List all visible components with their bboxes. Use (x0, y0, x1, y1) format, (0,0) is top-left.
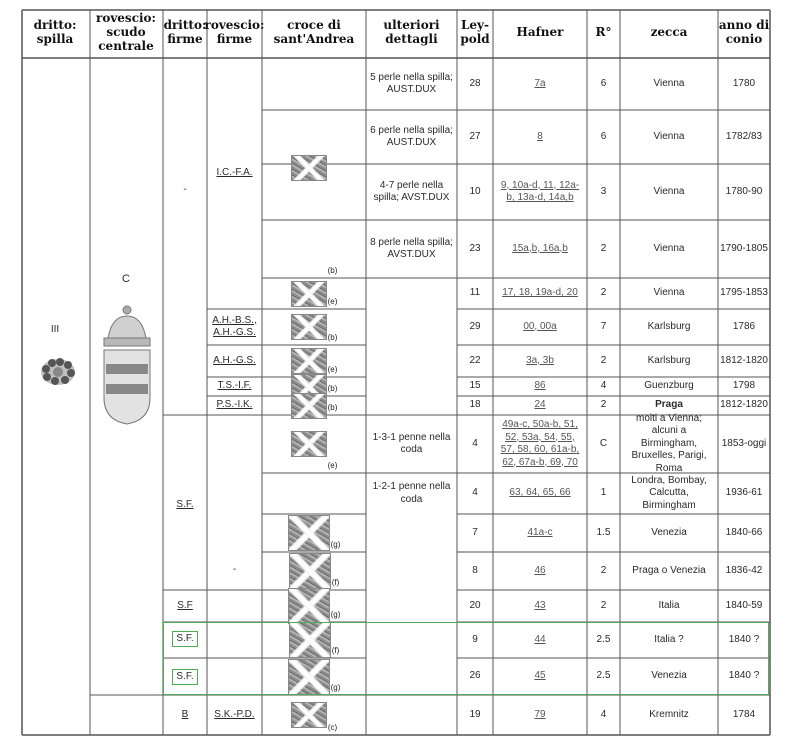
saltire-cross-icon (291, 431, 327, 457)
dritto-firme-sf-2: S.F (177, 599, 193, 611)
row-rarita-text: 2 (600, 354, 607, 366)
row-anno (718, 164, 770, 220)
row-leypold (457, 164, 493, 220)
row-croce (262, 58, 366, 278)
row-leypold (457, 58, 493, 110)
row-zecca (623, 110, 715, 164)
header-rovescio-scudo: rovescio: scudo centrale (96, 11, 156, 53)
row-zecca-text: Vienna (653, 77, 685, 89)
row-hafner[interactable] (497, 377, 583, 396)
row-anno (718, 415, 770, 473)
row-zecca-text: Vienna (653, 242, 685, 254)
row-zecca (623, 590, 715, 622)
row-croce (262, 278, 366, 309)
row-anno-text: 1780-90 (725, 185, 763, 197)
row-leypold (457, 396, 493, 415)
row-rarita (587, 58, 620, 110)
row-zecca-text: Vienna (653, 130, 685, 142)
row-anno (718, 473, 770, 514)
rovescio-firme-part: A.H.-B.S., (212, 314, 257, 326)
row-anno-text: 1782/83 (725, 130, 763, 142)
row-hafner-text[interactable]: 49a-c, 50a-b, 51, 52, 53a, 54, 55, 57, 58, 60, 61a-b, 62, 67a-b, 69, 70 (500, 419, 580, 468)
row-hafner[interactable] (497, 345, 583, 377)
row-leypold-text: 7 (472, 526, 478, 538)
row-leypold (457, 220, 493, 278)
header-dettagli: ulteriori dettagli (383, 17, 440, 46)
row-leypold-text: 19 (469, 708, 481, 720)
row-rarita-text: 1 (600, 487, 607, 499)
row-hafner[interactable] (497, 220, 583, 278)
row-zecca (623, 220, 715, 278)
header-dritto-spilla: dritto: spilla (33, 17, 77, 46)
row-croce (262, 415, 366, 473)
row-dettagli-text: 1-2-1 penne nella coda (372, 481, 451, 505)
row-croce (262, 622, 366, 658)
row-zecca (623, 309, 715, 345)
row-leypold (457, 514, 493, 552)
row-zecca-text: Vienna (653, 185, 685, 197)
sf-highlight-box: S.F. (172, 631, 197, 648)
croce-tag: (c) (327, 723, 338, 732)
row-rarita (587, 396, 620, 415)
row-anno (718, 396, 770, 415)
saltire-cross-icon (288, 659, 330, 695)
row-rovescio-firme (207, 377, 262, 396)
row-anno (718, 345, 770, 377)
row-rarita (587, 377, 620, 396)
row-rarita (587, 658, 620, 695)
row-rarita-text: C (599, 437, 608, 449)
row-anno (718, 309, 770, 345)
row-zecca-text: Karlsburg (647, 354, 691, 366)
row-anno (718, 377, 770, 396)
row-rarita-text: 4 (600, 708, 607, 720)
croce-tag: (b) (327, 333, 338, 342)
row-hafner-text[interactable]: 79 (534, 708, 546, 720)
row-anno (718, 622, 770, 658)
row-dettagli-text: 5 perle nella spilla; AUST.DUX (370, 71, 453, 95)
row-rarita (587, 278, 620, 309)
rovescio-firme-part: P.S.-I.K. (216, 399, 253, 411)
row-zecca-text: Italia (658, 599, 680, 611)
croce-tag: (f) (331, 646, 340, 655)
row-rarita (587, 110, 620, 164)
header-hafner: Hafner (516, 24, 564, 39)
row-hafner[interactable] (497, 590, 583, 622)
row-anno (718, 278, 770, 309)
row-rarita (587, 590, 620, 622)
spilla-roman-numeral: III (50, 323, 60, 335)
row-anno-text: 1786 (732, 320, 756, 332)
dritto-firme-dash: - (183, 183, 187, 195)
row-zecca (623, 412, 715, 474)
row-hafner-text[interactable]: 46 (534, 564, 546, 576)
row-anno-text: 1840 ? (728, 633, 760, 645)
row-hafner[interactable] (497, 658, 583, 695)
row-leypold-text: 10 (469, 185, 481, 197)
row-leypold (457, 473, 493, 514)
row-zecca-text: Kremnitz (649, 708, 689, 720)
croce-tag: (b) (327, 266, 338, 275)
row-rarita (587, 415, 620, 473)
saltire-cross-icon (291, 702, 327, 728)
saltire-cross-icon (289, 553, 331, 589)
row-rarita-text: 1.5 (596, 526, 611, 538)
row-rarita-text: 2.5 (596, 633, 611, 645)
row-anno-text: 1812-1820 (720, 399, 768, 411)
row-rarita-text: 3 (600, 185, 607, 197)
saltire-cross-icon (291, 348, 327, 374)
row-leypold-text: 26 (469, 670, 481, 682)
row-anno (718, 552, 770, 590)
row-anno (718, 58, 770, 110)
row-zecca (623, 164, 715, 220)
row-rarita-text: 2 (600, 242, 607, 254)
dritto-firme-sf-3 (163, 622, 207, 656)
row-rovescio-firme (207, 695, 262, 735)
row-rovescio-firme (207, 396, 262, 415)
row-rarita-text: 2.5 (596, 670, 611, 682)
row-anno-text: 1798 (732, 380, 756, 392)
row-croce (262, 695, 366, 735)
row-hafner-text[interactable]: 8 (537, 130, 543, 142)
row-rarita (587, 220, 620, 278)
row-leypold-text: 29 (469, 320, 481, 332)
row-rovescio-firme (207, 345, 262, 377)
row-leypold (457, 622, 493, 658)
row-rovescio-firme (207, 309, 262, 345)
saltire-cross-icon (291, 281, 327, 307)
row-zecca (623, 377, 715, 396)
row-leypold-text: 22 (469, 354, 481, 366)
row-hafner[interactable] (497, 415, 583, 473)
header-leypold: Ley- pold (460, 17, 490, 46)
row-rarita (587, 309, 620, 345)
croce-tag: (f) (331, 578, 340, 587)
row-leypold-text: 11 (469, 287, 481, 299)
row-dettagli (370, 473, 453, 514)
row-zecca-text: Venezia (651, 526, 687, 538)
row-hafner[interactable] (497, 110, 583, 164)
row-rarita-text: 2 (600, 599, 607, 611)
row-leypold-text: 28 (469, 77, 481, 89)
row-hafner[interactable] (497, 309, 583, 345)
row-leypold (457, 278, 493, 309)
row-leypold-text: 23 (469, 242, 481, 254)
row-hafner[interactable] (497, 473, 583, 514)
row-zecca-text: Londra, Bombay, Calcutta, Birmingham (631, 474, 707, 511)
row-croce (262, 309, 366, 345)
row-hafner-text[interactable]: 43 (534, 599, 546, 611)
row-leypold-text: 27 (469, 130, 481, 142)
row-croce (262, 552, 366, 590)
croce-tag: (g) (330, 610, 341, 619)
row-zecca-text: Praga (655, 399, 683, 411)
row-anno-text: 1936-61 (725, 487, 763, 499)
rovescio-firme-part: A.H.-G.S. (213, 354, 256, 366)
row-croce (262, 345, 366, 377)
row-dettagli (370, 415, 453, 473)
row-hafner-text[interactable]: 17, 18, 19a-d, 20 (502, 287, 578, 299)
row-anno-text: 1840-59 (725, 599, 763, 611)
row-rarita (587, 345, 620, 377)
row-rarita (587, 514, 620, 552)
row-anno (718, 110, 770, 164)
scudo-letter: C (122, 273, 130, 286)
row-dettagli-text: 4-7 perle nella spilla; AVST.DUX (373, 179, 450, 203)
row-zecca (623, 58, 715, 110)
row-anno (718, 658, 770, 695)
row-hafner[interactable] (497, 58, 583, 110)
row-rarita-text: 2 (600, 564, 607, 576)
header-rarita: R° (595, 24, 612, 39)
rovescio-firme-icfa: I.C.-F.A. (216, 166, 253, 178)
row-hafner[interactable] (497, 164, 583, 220)
row-rarita (587, 622, 620, 658)
row-dettagli-text: 1-3-1 penne nella coda (372, 431, 451, 455)
row-anno-text: 1795-1853 (720, 287, 768, 299)
croce-tag: (e) (327, 365, 338, 374)
row-leypold (457, 415, 493, 473)
rovescio-firme-part: S.K.-P.D. (214, 708, 255, 720)
row-leypold-text: 9 (472, 633, 478, 645)
row-rarita-text: 6 (600, 130, 607, 142)
row-rarita (587, 552, 620, 590)
row-leypold-text: 4 (472, 437, 478, 449)
row-hafner-text[interactable]: 41a-c (527, 526, 553, 538)
row-zecca (623, 695, 715, 735)
row-leypold (457, 658, 493, 695)
row-rarita (587, 695, 620, 735)
row-zecca-text: Guenzburg (644, 380, 694, 392)
row-anno (718, 220, 770, 278)
row-rarita-text: 6 (600, 77, 607, 89)
row-zecca (623, 473, 715, 514)
row-leypold (457, 377, 493, 396)
row-anno-text: 1840 ? (728, 670, 760, 682)
row-hafner-text[interactable]: 86 (534, 380, 546, 392)
row-hafner[interactable] (497, 552, 583, 590)
row-leypold (457, 309, 493, 345)
row-zecca (623, 622, 715, 658)
row-anno (718, 590, 770, 622)
row-dettagli-text: 8 perle nella spilla; AVST.DUX (370, 236, 453, 260)
dritto-firme-sf-1: S.F. (176, 498, 194, 510)
row-dettagli (370, 58, 453, 110)
row-hafner-text[interactable]: 24 (534, 399, 546, 411)
header-croce: croce di sant'Andrea (273, 17, 355, 46)
row-hafner-text[interactable]: 15a,b, 16a,b (512, 242, 568, 254)
row-zecca (623, 514, 715, 552)
row-anno-text: 1853-oggi (721, 437, 767, 449)
row-hafner-text[interactable]: 9, 10a-d, 11, 12a-b, 13a-d, 14a,b (500, 179, 580, 203)
saltire-cross-icon (289, 622, 331, 658)
row-croce (262, 396, 366, 415)
row-zecca-text: molti a Vienna; alcuni a Birmingham, Bruxelles, Parigi, Roma (631, 412, 707, 474)
header-zecca: zecca (650, 24, 688, 39)
row-leypold (457, 552, 493, 590)
row-zecca (623, 278, 715, 309)
row-anno-text: 1836-42 (725, 564, 763, 576)
row-hafner-text[interactable]: 00, 00a (523, 320, 557, 332)
saltire-cross-icon (288, 588, 330, 624)
row-hafner[interactable] (497, 278, 583, 309)
header-dritto-firme: dritto: firme (163, 17, 207, 46)
rovescio-firme-part: A.H.-G.S. (213, 327, 256, 338)
croce-tag: (e) (327, 461, 338, 470)
row-dettagli (370, 220, 453, 278)
row-rarita (587, 164, 620, 220)
croce-tag: (g) (330, 683, 341, 692)
row-anno-text: 1840-66 (725, 526, 763, 538)
row-hafner[interactable] (497, 514, 583, 552)
row-anno (718, 695, 770, 735)
row-anno-text: 1790-1805 (720, 242, 768, 254)
row-leypold (457, 695, 493, 735)
saltire-cross-icon (291, 155, 327, 181)
saltire-cross-icon (288, 515, 330, 551)
header-anno: anno di conio (718, 17, 770, 46)
row-anno-text: 1812-1820 (720, 354, 768, 366)
row-zecca-text: Italia ? (654, 633, 684, 645)
row-rarita-text: 7 (600, 320, 607, 332)
row-anno-text: 1784 (732, 708, 756, 720)
row-leypold-text: 4 (472, 487, 478, 499)
row-leypold-text: 15 (469, 380, 481, 392)
row-dettagli-text: 6 perle nella spilla; AUST.DUX (370, 124, 453, 148)
row-rarita-text: 4 (600, 380, 607, 392)
row-rarita-text: 2 (600, 287, 607, 299)
croce-tag: (g) (330, 540, 341, 549)
saltire-cross-icon (291, 314, 327, 340)
row-rarita (587, 473, 620, 514)
row-zecca-text: Vienna (653, 287, 685, 299)
row-hafner[interactable] (497, 622, 583, 658)
row-croce (262, 658, 366, 695)
row-hafner-text[interactable]: 3a, 3b (526, 354, 554, 366)
rovescio-firme-dash: - (232, 563, 237, 575)
row-zecca (623, 658, 715, 695)
croce-tag: (e) (327, 297, 338, 306)
row-hafner[interactable] (497, 695, 583, 735)
row-hafner-text[interactable]: 44 (534, 633, 546, 645)
row-anno-text: 1780 (732, 77, 756, 89)
rovescio-firme-part: T.S.-I.F. (217, 380, 252, 392)
croce-tag: (b) (327, 403, 338, 412)
shield-crest-icon (98, 298, 156, 426)
spilla-pearl-icon (38, 355, 78, 389)
row-zecca (623, 345, 715, 377)
dritto-firme-sf-4 (163, 660, 207, 694)
row-dettagli (370, 164, 453, 220)
row-leypold-text: 18 (469, 399, 481, 411)
row-leypold-text: 8 (472, 564, 478, 576)
row-leypold (457, 590, 493, 622)
row-hafner-text[interactable]: 45 (534, 670, 546, 682)
row-hafner-text[interactable]: 7a (534, 77, 546, 89)
row-dettagli (370, 110, 453, 164)
sf-highlight-box: S.F. (172, 669, 197, 686)
header-rovescio-firme: rovescio: firme (204, 17, 265, 46)
croce-tag: (b) (327, 384, 338, 393)
row-zecca-text: Karlsburg (647, 320, 691, 332)
row-zecca-text: Venezia (651, 670, 687, 682)
row-hafner-text[interactable]: 63, 64, 65, 66 (509, 487, 571, 499)
row-leypold-text: 20 (469, 599, 481, 611)
row-rarita-text: 2 (600, 399, 607, 411)
row-anno (718, 514, 770, 552)
row-leypold (457, 345, 493, 377)
row-croce (262, 514, 366, 552)
row-leypold (457, 110, 493, 164)
row-hafner[interactable] (497, 396, 583, 415)
row-croce (262, 590, 366, 622)
row-zecca (623, 552, 715, 590)
row-zecca-text: Praga o Venezia (632, 564, 706, 576)
dritto-firme-b: B (181, 708, 189, 720)
